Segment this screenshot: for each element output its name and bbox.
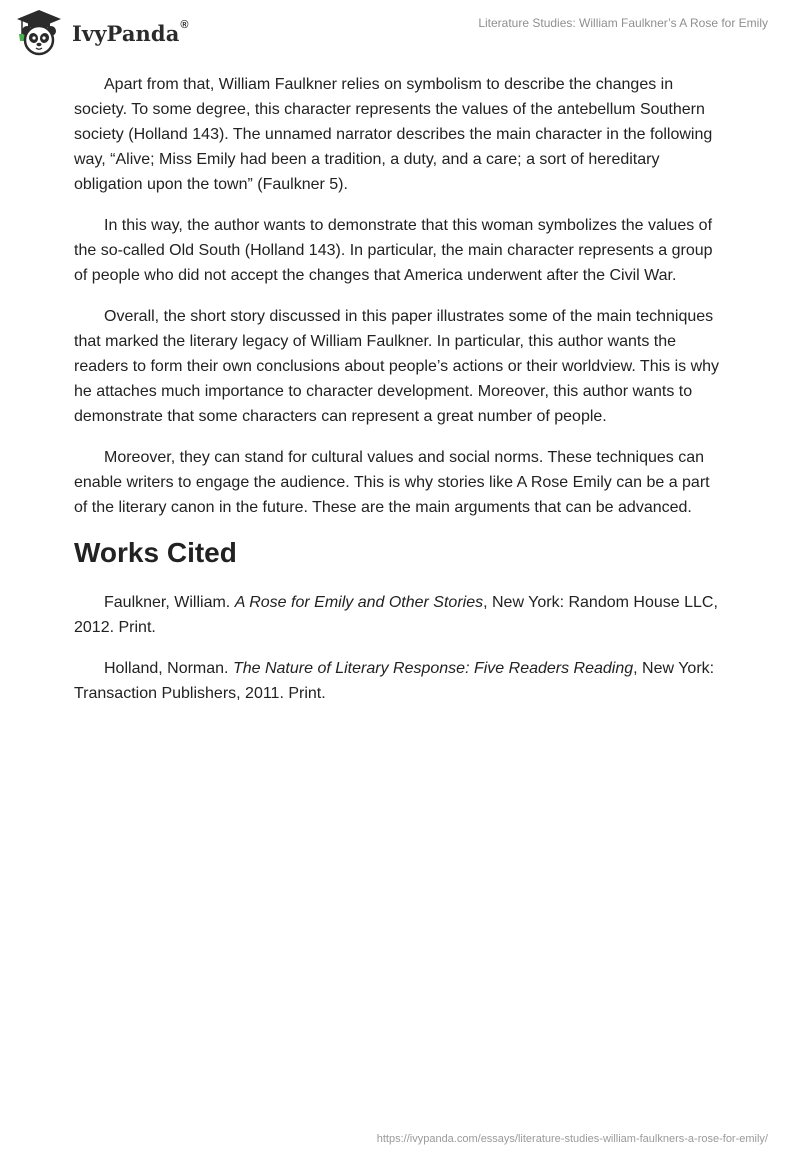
brand-name: IvyPanda® [72,18,189,46]
ivypanda-logo[interactable] [14,8,189,58]
body-paragraph: Apart from that, William Faulkner relies on symbolism to describe the changes in society. To some degree, this character represents the values of the antebellum Southern society (Holland 143). The unnamed narrator describes the main character in the following way, “Alive; Miss Emily had been a tradition, a duty, and a care; a sort of hereditary obligation upon the town” (Faulkner 5). [74,76,713,193]
citation-author: Faulkner, William. [104,594,235,611]
works-cited-heading: Works Cited [74,537,237,568]
body-paragraph: Overall, the short story discussed in this paper illustrates some of the main techniques that marked the literary legacy of William Faulkner. In particular, this author wants the readers to form their own conclusions about people’s actions or their worldview. This is why he attaches much importance to character development. Moreover, this author wants to demonstrate that some characters can represent a great number of people. [74,308,720,425]
page-header [0,0,800,64]
citation-entry [74,590,726,640]
citation-author: Holland, Norman. [104,660,233,677]
body-paragraph: Moreover, they can stand for cultural values and social norms. These techniques can enable writers to engage the audience. This is why stories like A Rose Emily can be a part of the literary canon in the future. These are the main arguments that can be advanced. [74,449,710,516]
body-paragraph: In this way, the author wants to demonstrate that this woman symbolizes the values of the so-called Old South (Holland 143). In particular, the main character represents a group of people who did not accept the changes that America underwent after the Civil War. [74,217,713,284]
panda-graduate-icon [14,8,64,58]
citation-title: The Nature of Literary Response: Five Readers Reading [232,660,634,677]
citation-entry [74,656,726,706]
document-body [74,72,726,722]
citation-details: , New York: Random House LLC, 2012. Print. [74,594,718,636]
citation-title: A Rose for Emily and Other Stories [234,594,484,611]
running-title: Literature Studies: William Faulkner’s A Rose for Emily [478,16,768,30]
citation-details: , New York: Transaction Publishers, 2011. Print. [74,660,715,702]
registered-mark: ® [180,18,189,31]
source-url-link[interactable]: https://ivypanda.com/essays/literature-studies-william-faulkners-a-rose-for-emily/ [376,1133,768,1145]
